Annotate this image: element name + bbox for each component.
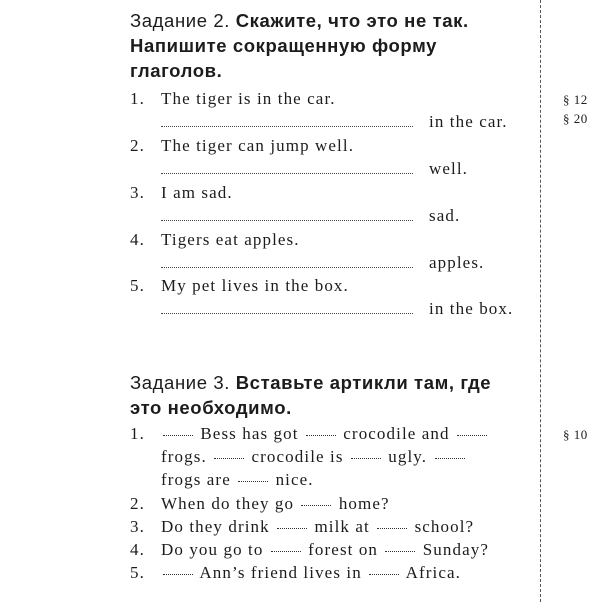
sentence-part: Africa. — [405, 563, 461, 582]
sentence-part: nice. — [275, 470, 314, 489]
article-blank[interactable] — [457, 435, 487, 436]
task3-heading — [130, 370, 530, 420]
margin-divider — [540, 0, 541, 602]
sentence-part: home? — [338, 494, 390, 513]
item-sentence — [161, 424, 489, 444]
sentence-part: milk at — [314, 517, 370, 536]
item-sentence — [161, 517, 474, 537]
item-sentence — [161, 540, 489, 560]
answer-tail: apples. — [429, 253, 485, 272]
article-blank[interactable] — [238, 481, 268, 482]
answer-blank[interactable] — [161, 126, 413, 127]
article-blank[interactable] — [163, 435, 193, 436]
sentence-part: When do they go — [161, 494, 295, 513]
item-number: 2. — [130, 494, 145, 513]
article-blank[interactable] — [277, 528, 307, 529]
sentence-part: frogs are — [161, 470, 231, 489]
task3-instruction-1: Вставьте артикли там, где — [235, 372, 492, 393]
article-blank[interactable] — [163, 574, 193, 575]
article-blank[interactable] — [214, 458, 244, 459]
article-blank[interactable] — [377, 528, 407, 529]
item-sentence: My pet lives in the box. — [161, 276, 349, 295]
item-number: 2. — [130, 136, 145, 155]
task3-label: Задание 3. — [130, 372, 230, 393]
task2-instruction-2: Напишите сокращенную форму — [130, 35, 438, 56]
task2-heading — [130, 8, 530, 83]
sentence-part: Do you go to — [161, 540, 264, 559]
answer-tail: well. — [429, 159, 469, 178]
sentence-part: Ann’s friend lives in — [199, 563, 362, 582]
article-blank[interactable] — [301, 505, 331, 506]
sentence-part: school? — [414, 517, 475, 536]
item-number: 5. — [130, 276, 145, 295]
item-sentence: Tigers eat apples. — [161, 230, 300, 249]
sentence-part: Bess has got — [200, 424, 299, 443]
item-sentence — [161, 470, 314, 490]
answer-blank[interactable] — [161, 313, 413, 314]
item-number: 3. — [130, 183, 145, 202]
item-number: 5. — [130, 563, 145, 582]
article-blank[interactable] — [369, 574, 399, 575]
sentence-part: ugly. — [388, 447, 428, 466]
task3-ref: § 10 — [563, 427, 588, 442]
item-sentence — [161, 563, 461, 583]
sentence-part: crocodile and — [343, 424, 450, 443]
task2-instruction-3: глаголов. — [130, 60, 223, 81]
article-blank[interactable] — [351, 458, 381, 459]
answer-tail: in the box. — [429, 299, 514, 318]
answer-blank[interactable] — [161, 173, 413, 174]
item-sentence: The tiger can jump well. — [161, 136, 355, 155]
sentence-part: Sunday? — [422, 540, 489, 559]
item-number: 1. — [130, 89, 145, 108]
item-sentence — [161, 447, 467, 467]
sentence-part: crocodile is — [251, 447, 344, 466]
article-blank[interactable] — [385, 551, 415, 552]
answer-tail: sad. — [429, 206, 461, 225]
sentence-part: Do they drink — [161, 517, 270, 536]
task2-ref-1: § 12 — [563, 92, 588, 107]
task2-instruction-1: Скажите, что это не так. — [235, 10, 469, 31]
task3-instruction-2: это необходимо. — [130, 397, 292, 418]
answer-blank[interactable] — [161, 267, 413, 268]
article-blank[interactable] — [435, 458, 465, 459]
item-sentence — [161, 494, 390, 514]
item-sentence: I am sad. — [161, 183, 233, 202]
item-number: 3. — [130, 517, 145, 536]
task2-label: Задание 2. — [130, 10, 230, 31]
item-number: 1. — [130, 424, 145, 443]
item-number: 4. — [130, 230, 145, 249]
answer-blank[interactable] — [161, 220, 413, 221]
sentence-part: frogs. — [161, 447, 207, 466]
article-blank[interactable] — [271, 551, 301, 552]
task2-ref-2: § 20 — [563, 111, 588, 126]
item-number: 4. — [130, 540, 145, 559]
sentence-part: forest on — [308, 540, 379, 559]
article-blank[interactable] — [306, 435, 336, 436]
answer-tail: in the car. — [429, 112, 508, 131]
item-sentence: The tiger is in the car. — [161, 89, 336, 108]
